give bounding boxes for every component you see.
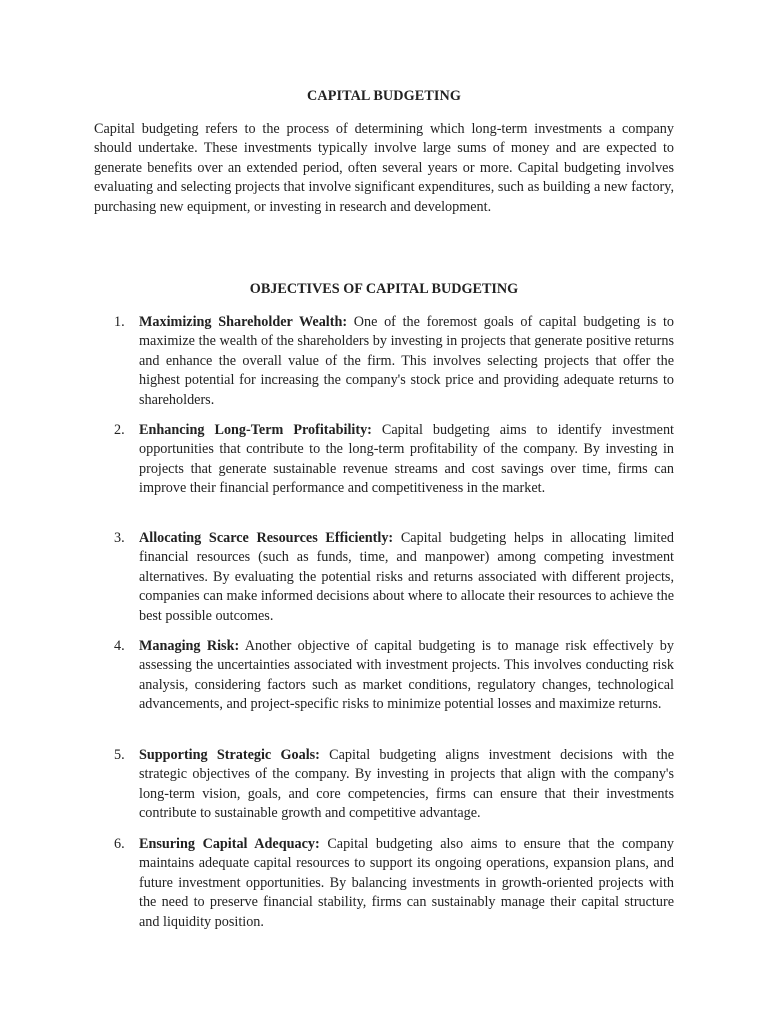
objective-number: 2. xyxy=(114,422,125,438)
page-title: CAPITAL BUDGETING xyxy=(307,88,461,104)
objective-text: Capital budgeting helps in allocating limited financial resources (such as funds, time, and manpower) among competing investment alternatives. By evaluating the potential risks and returns associated with different projects, companies can make informed decisions about where to allocate their resources to achieve the best possible outcomes. xyxy=(139,530,674,624)
objective-body xyxy=(139,637,674,715)
objective-body xyxy=(139,313,674,410)
objective-heading: Managing Risk: xyxy=(139,638,240,654)
objective-body xyxy=(139,421,674,499)
objective-text: One of the foremost goals of capital budgeting is to maximize the wealth of the shareholders by investing in projects that generate positive returns and enhance the overall value of the firm. This involves selecting projects that offer the highest potential for increasing the company's stock price and providing adequate returns to shareholders. xyxy=(139,314,674,408)
objective-heading: Supporting Strategic Goals: xyxy=(139,747,320,763)
objective-heading: Ensuring Capital Adequacy: xyxy=(139,836,320,852)
objective-number: 4. xyxy=(114,638,125,654)
objective-text: Capital budgeting also aims to ensure that the company maintains adequate capital resources to support its ongoing operations, expansion plans, and future investment opportunities. By balancing investments in growth-oriented projects with the need to preserve financial stability, firms can sustainably manage their capital structure and liquidity position. xyxy=(139,836,675,930)
objective-body xyxy=(139,835,674,932)
objective-heading: Enhancing Long-Term Profitability: xyxy=(139,422,372,438)
objectives-list xyxy=(94,0,674,1024)
objective-number: 5. xyxy=(114,747,125,763)
objective-item xyxy=(94,637,674,715)
objective-item xyxy=(94,746,674,824)
objective-item xyxy=(94,529,674,626)
objective-item xyxy=(94,313,674,410)
objective-body xyxy=(139,746,674,824)
objective-heading: Maximizing Shareholder Wealth: xyxy=(139,314,348,330)
objective-heading: Allocating Scarce Resources Efficiently: xyxy=(139,530,394,546)
objective-number: 3. xyxy=(114,530,125,546)
intro-paragraph: Capital budgeting refers to the process of determining which long-term investments a company should undertake. These investments typically involve large sums of money and are expected to generate benefits over an extended period, often several years or more. Capital budgeting involves evaluating and selecting projects that involve significant expenditures, such as building a new factory, purchasing new equipment, or investing in research and development. xyxy=(94,121,674,215)
objective-text: Capital budgeting aims to identify investment opportunities that contribute to the long-term profitability of the company. By investing in projects that generate sustainable revenue streams and cost savings over time, firms can improve their financial performance and competitiveness in the market. xyxy=(139,422,674,497)
objective-text: Capital budgeting aligns investment decisions with the strategic objectives of the company. By investing in projects that align with the company's long-term vision, goals, and core competencies, firms can ensure that their investments contribute to sustainable growth and competitive advantage. xyxy=(139,747,674,822)
objectives-heading: OBJECTIVES OF CAPITAL BUDGETING xyxy=(249,281,519,297)
objective-number: 6. xyxy=(114,836,125,852)
objective-body xyxy=(139,529,674,626)
objective-number: 1. xyxy=(114,314,125,330)
objective-item xyxy=(94,421,674,499)
objective-item xyxy=(94,835,674,932)
objective-text: Another objective of capital budgeting is to manage risk effectively by assessing the uncertainties associated with investment projects. This involves conducting risk analysis, considering factors such as market conditions, regulatory changes, technological advancements, and project-specific risks to minimize potential losses and maximize returns. xyxy=(139,638,674,713)
